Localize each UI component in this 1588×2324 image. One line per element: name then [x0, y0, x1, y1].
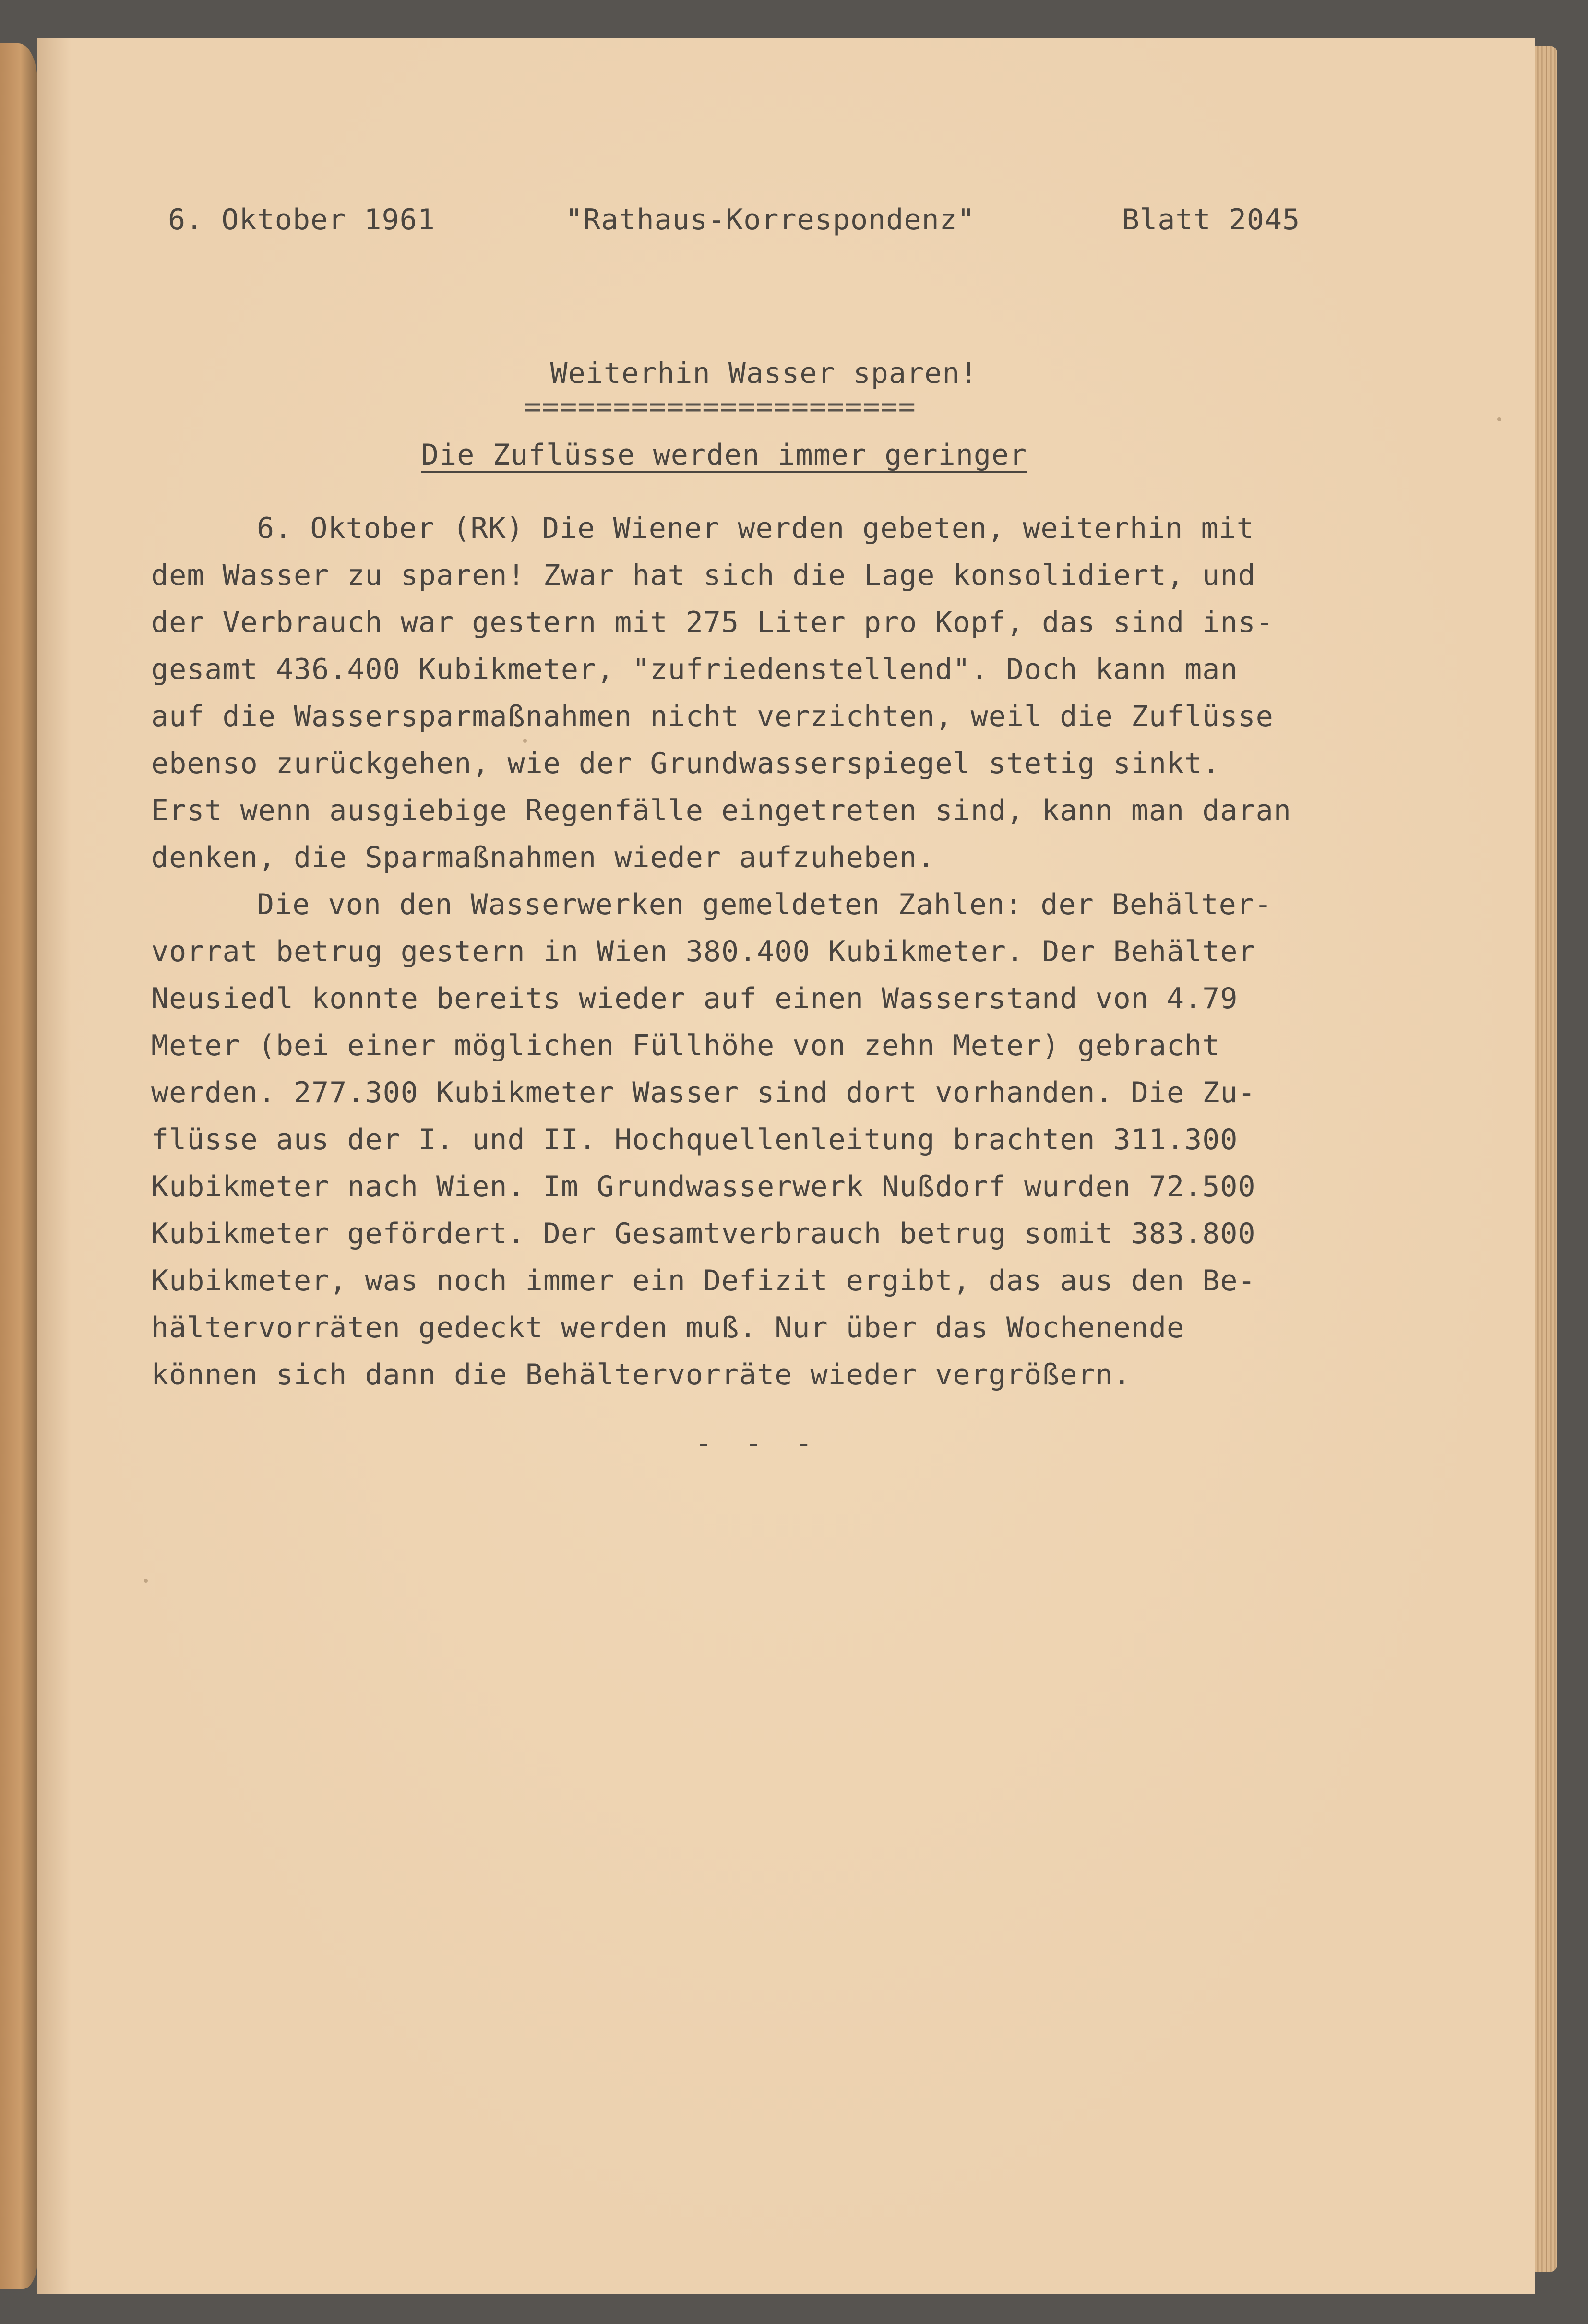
- text-line: können sich dann die Behältervorräte wieder vergrößern.: [151, 1358, 1131, 1392]
- text-line: Kubikmeter nach Wien. Im Grundwasserwerk Nußdorf wurden 72.500: [151, 1170, 1256, 1204]
- text-line: werden. 277.300 Kubikmeter Wasser sind dort vorhanden. Die Zu-: [151, 1076, 1256, 1109]
- text-line: auf die Wassersparmaßnahmen nicht verzichten, weil die Zuflüsse: [151, 700, 1274, 733]
- paragraph-2: [151, 881, 1418, 1398]
- text-line: vorrat betrug gestern in Wien 380.400 Kubikmeter. Der Behälter: [151, 935, 1256, 968]
- text-line: Kubikmeter gefördert. Der Gesamtverbrauch betrug somit 383.800: [151, 1217, 1256, 1251]
- text-line: hältervorräten gedeckt werden muß. Nur über das Wochenende: [151, 1311, 1185, 1345]
- text-line: flüsse aus der I. und II. Hochquellenleitung brachten 311.300: [151, 1123, 1238, 1156]
- text-line: 6. Oktober (RK) Die Wiener werden gebeten, weiterhin mit: [257, 512, 1254, 545]
- title-double-rule: ======================: [524, 390, 916, 424]
- text-line: Die von den Wasserwerken gemeldeten Zahlen: der Behälter-: [257, 888, 1273, 921]
- text-line: Kubikmeter, was noch immer ein Defizit ergibt, das aus den Be-: [151, 1264, 1256, 1298]
- article-body: [151, 505, 1418, 1398]
- paper-speck: [1497, 417, 1501, 421]
- text-line: gesamt 436.400 Kubikmeter, "zufriedenstellend". Doch kann man: [151, 653, 1238, 686]
- adjacent-page-edge: [0, 43, 37, 2289]
- paper-speck: [523, 739, 527, 743]
- article-subtitle: Die Zuflüsse werden immer geringer: [421, 438, 1027, 472]
- end-of-article-mark: - - -: [695, 1427, 820, 1460]
- text-line: Meter (bei einer möglichen Füllhöhe von zehn Meter) gebracht: [151, 1029, 1220, 1062]
- header-source: "Rathaus-Korrespondenz": [565, 203, 975, 237]
- header-date: 6. Oktober 1961: [168, 203, 435, 237]
- paper-speck: [144, 1579, 148, 1583]
- text-line: der Verbrauch war gestern mit 275 Liter pro Kopf, das sind ins-: [151, 606, 1274, 639]
- text-line: Neusiedl konnte bereits wieder auf einen Wasserstand von 4.79: [151, 982, 1238, 1015]
- paragraph-1: [151, 505, 1418, 881]
- article-title: Weiterhin Wasser sparen!: [550, 357, 978, 390]
- text-line: Erst wenn ausgiebige Regenfälle eingetreten sind, kann man daran: [151, 794, 1291, 827]
- header-sheet-number: Blatt 2045: [1122, 203, 1301, 237]
- text-line: denken, die Sparmaßnahmen wieder aufzuheben.: [151, 841, 935, 874]
- text-line: ebenso zurückgehen, wie der Grundwasserspiegel stetig sinkt.: [151, 747, 1220, 780]
- text-line: dem Wasser zu sparen! Zwar hat sich die Lage konsolidiert, und: [151, 559, 1256, 592]
